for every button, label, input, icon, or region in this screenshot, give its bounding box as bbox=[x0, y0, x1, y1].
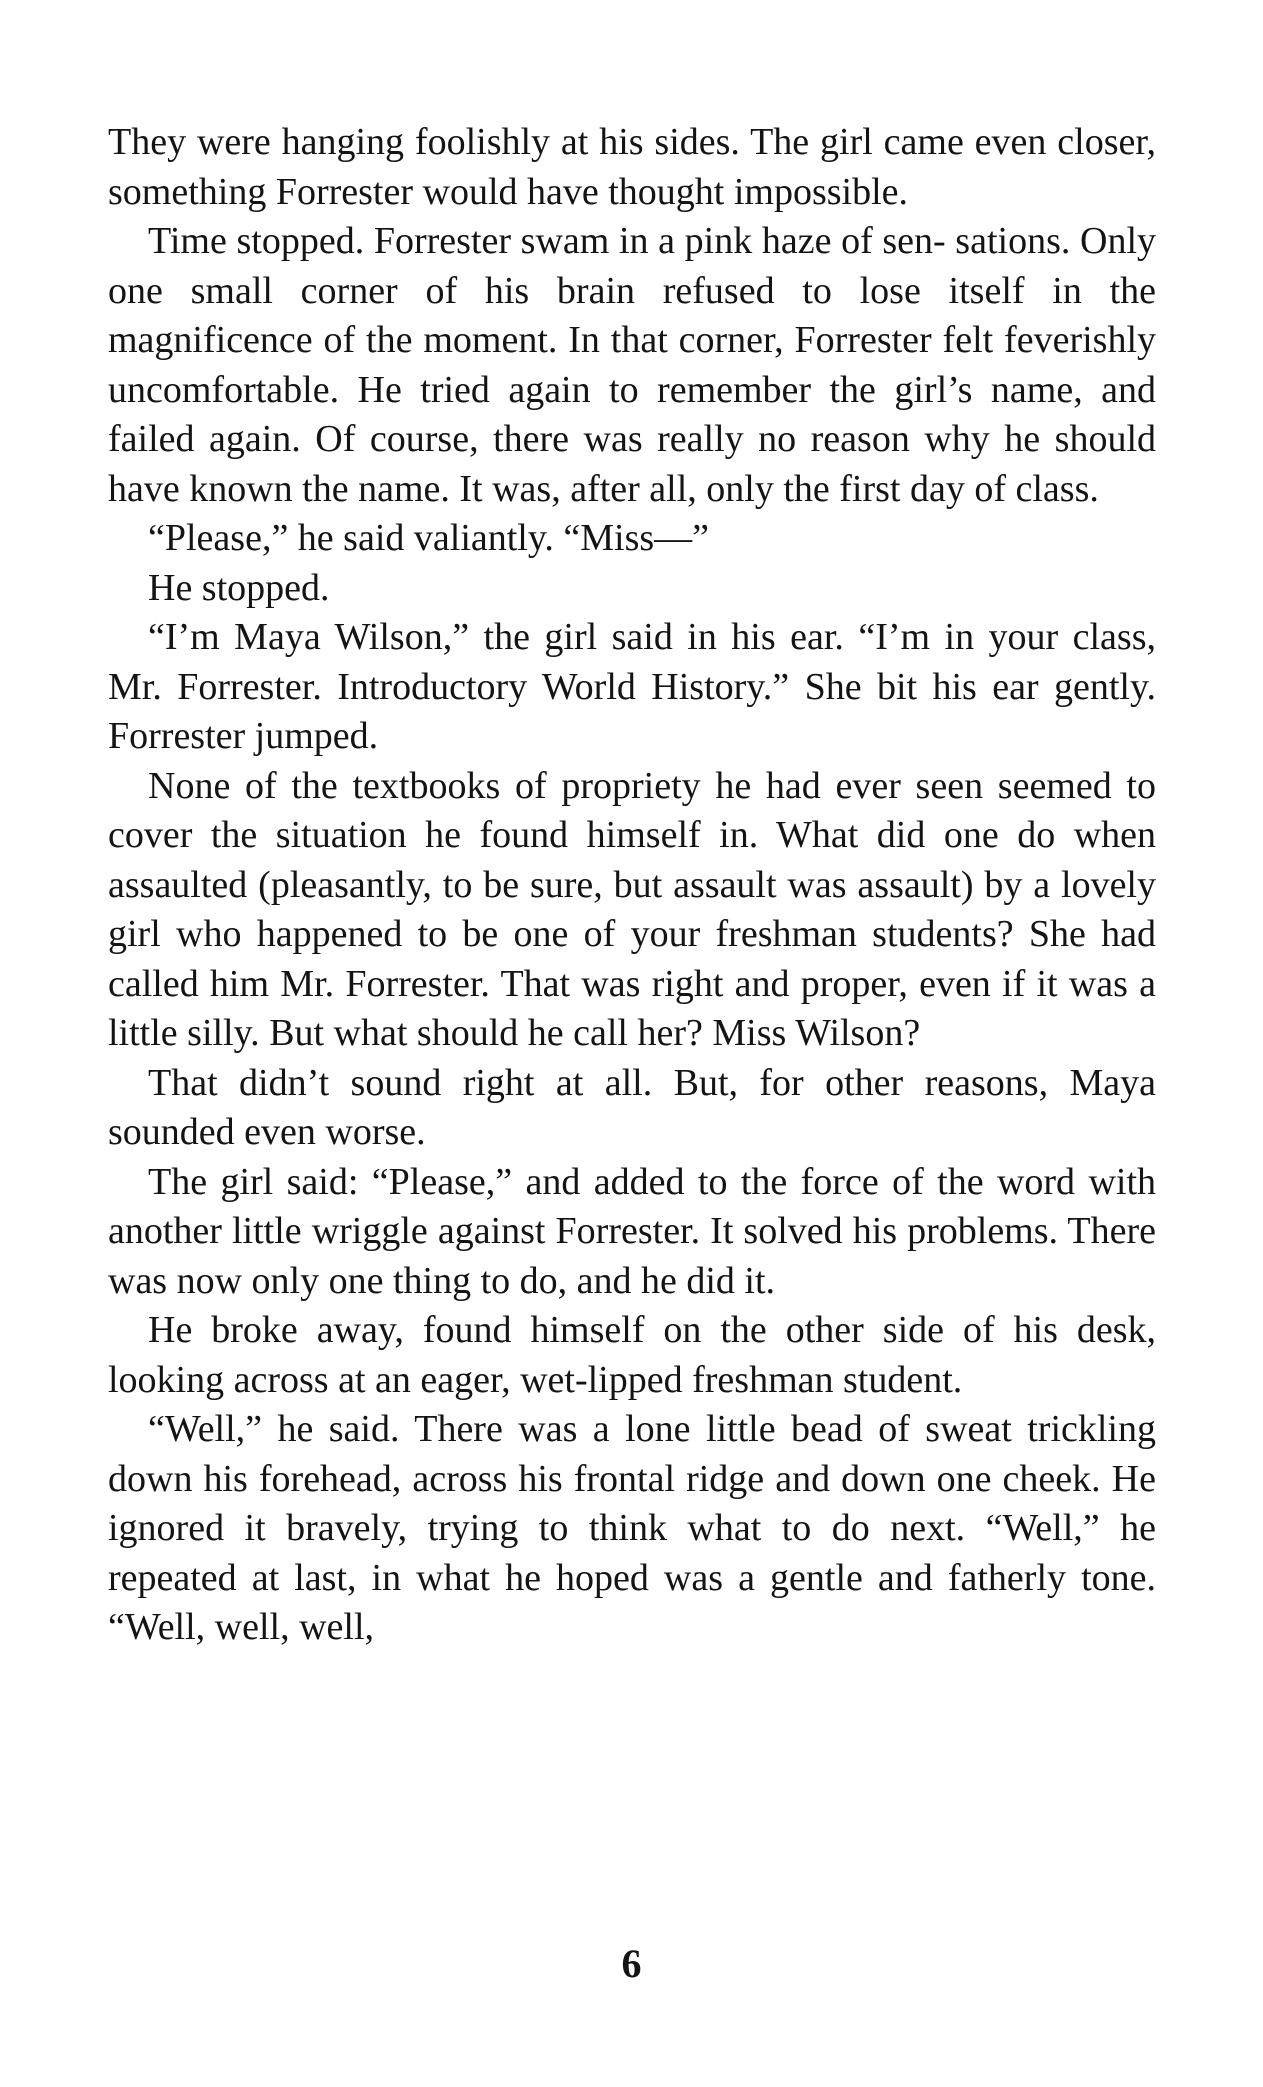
paragraph: That didn’t sound right at all. But, for other reasons, Maya sounded even worse. bbox=[108, 1061, 1156, 1153]
paragraph: “I’m Maya Wilson,” the girl said in his ear. “I’m in your class, Mr. Forrester. Introductory World History.” She bit his ear gently. Forrester jumped. bbox=[108, 616, 1156, 757]
paragraph: The girl said: “Please,” and added to the force of the word with another little wriggle against Forrester. It solved his problems. There was now only one thing to do, and he did it. bbox=[108, 1160, 1156, 1302]
paragraph: “Well,” he said. There was a lone little bead of sweat trickling down his forehead, across his frontal ridge and down one cheek. He ignored it bravely, trying to think what to do next. “Well,” he repeated at last, in what he hoped was a gentle and fatherly tone. “Well, well, well, bbox=[108, 1408, 1156, 1648]
paragraph: He stopped. bbox=[148, 566, 330, 609]
paragraph: They were hanging foolishly at his sides. The girl came even closer, something Forrester would have thought impossible. bbox=[108, 121, 1156, 213]
paragraph: None of the textbooks of propriety he had ever seen seemed to cover the situation he found himself in. What did one do when assaulted (pleasantly, to be sure, but assault was assault) by a lovely girl who happened to be one of your freshman students? She had called him Mr. Forrester. That was right and proper, even if it was a little silly. But what should he call her? Miss Wilson? bbox=[108, 764, 1156, 1054]
paragraph: He broke away, found himself on the other side of his desk, looking across at an eager, wet-lipped freshman student. bbox=[108, 1309, 1156, 1401]
body-text bbox=[108, 118, 1156, 1653]
paragraph: “Please,” he said valiantly. “Miss—” bbox=[148, 517, 710, 559]
page-number: 6 bbox=[621, 1941, 642, 1986]
paragraph: Time stopped. Forrester swam in a pink haze of sen- sations. Only one small corner of his brain refused to lose itself in the magnificence of the moment. In that corner, Forrester felt feverishly uncomfortable. He tried again to remember the girl’s name, and failed again. Of course, there was really no reason why he should have known the name. It was, after all, only the first day of class. bbox=[108, 220, 1156, 510]
